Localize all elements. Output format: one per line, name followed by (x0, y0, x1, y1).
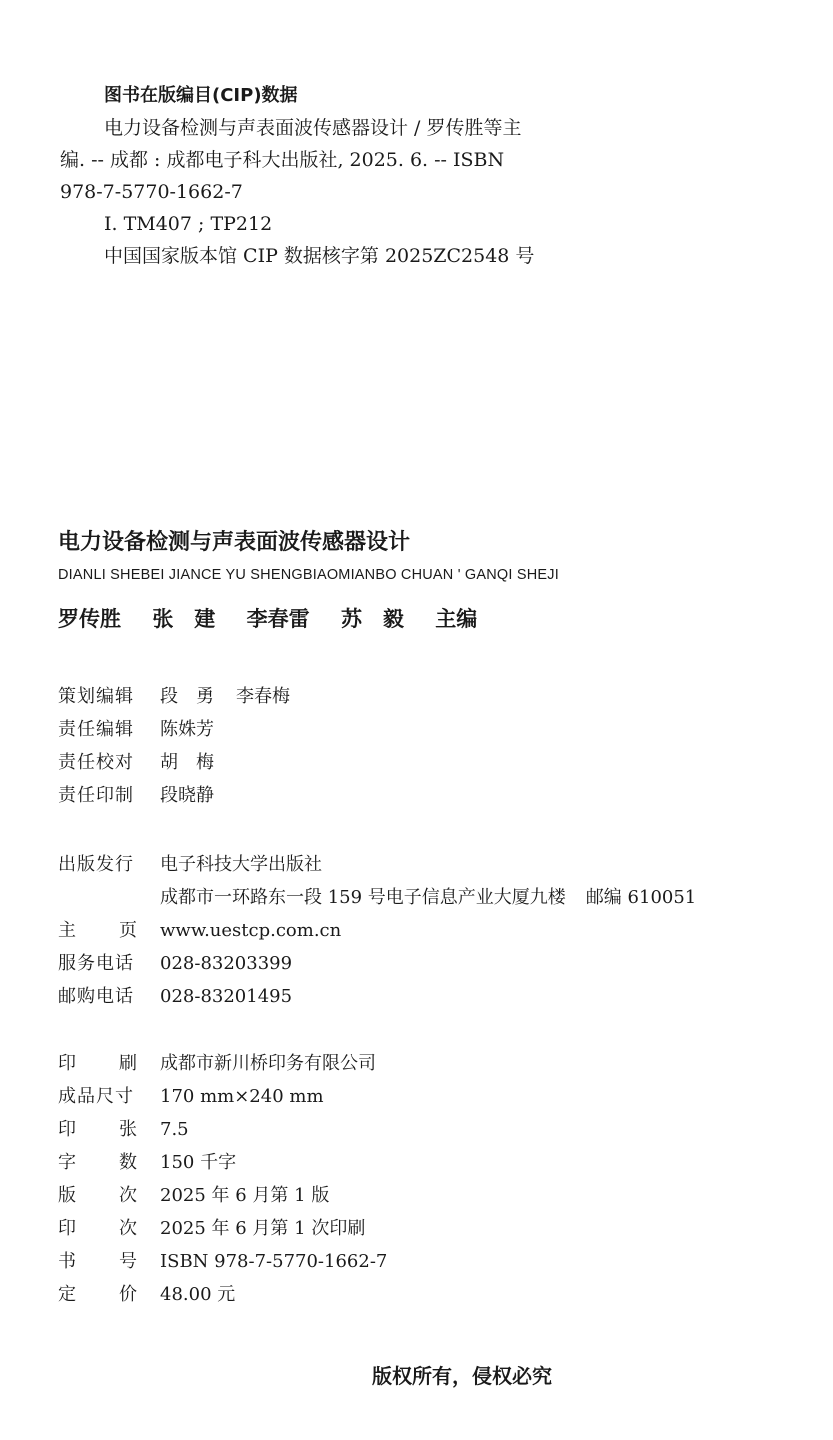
planning-editor-2: 李春梅 (236, 686, 290, 707)
homepage-url: www.uestcp.com.cn (160, 920, 342, 941)
mail-order-phone-label: 邮购电话 (58, 986, 134, 1007)
book-title: 电力设备检测与声表面波传感器设计 (58, 530, 411, 555)
homepage-row (58, 914, 798, 947)
word-count: 150 千字 (160, 1152, 237, 1173)
credit-label: 策划编辑 (58, 686, 134, 707)
printer: 成都市新川桥印务有限公司 (160, 1053, 376, 1074)
isbn: ISBN 978-7-5770-1662-7 (160, 1251, 388, 1272)
planning-editor-1: 段 勇 (160, 686, 214, 707)
spec-label: 成品尺寸 (58, 1086, 134, 1107)
publisher-row (58, 848, 798, 881)
title-block (58, 526, 778, 636)
cip-data-block (60, 80, 620, 272)
edition: 2025 年 6 月第 1 版 (160, 1185, 330, 1206)
spec-label: 印 次 (58, 1218, 138, 1239)
publisher-name: 电子科技大学出版社 (160, 854, 322, 875)
spec-row (58, 1278, 798, 1311)
postal-code: 邮编 610051 (585, 887, 697, 908)
book-title-pinyin: DIANLI SHEBEI JIANCE YU SHENGBIAOMIANBO CHUAN ' GANQI SHEJI (58, 567, 559, 583)
author: 苏 毅 (340, 607, 404, 631)
printing-specs (58, 1047, 798, 1311)
credit-row (58, 680, 798, 713)
credit-label: 责任印制 (58, 785, 134, 806)
printed-sheets: 7.5 (160, 1119, 189, 1140)
price: 48.00 元 (160, 1284, 236, 1305)
service-phone: 028-83203399 (160, 953, 293, 974)
cip-classification: Ⅰ. TM407 ; TP212 (104, 213, 273, 235)
cip-line: 978-7-5770-1662-7 (60, 181, 243, 203)
service-phone-row (58, 947, 798, 980)
spec-row (58, 1080, 798, 1113)
author: 罗传胜 (58, 607, 121, 631)
credit-value: 陈姝芳 (160, 719, 214, 740)
spec-label: 书 号 (58, 1251, 138, 1272)
spec-label: 印 张 (58, 1119, 138, 1140)
publisher-info (58, 848, 798, 1013)
credit-label: 责任编辑 (58, 719, 134, 740)
credit-row (58, 713, 798, 746)
spec-row (58, 1113, 798, 1146)
mail-order-phone-row (58, 980, 798, 1013)
editor-role: 主编 (435, 607, 478, 631)
credit-row (58, 746, 798, 779)
spec-row (58, 1245, 798, 1278)
spec-label: 印 刷 (58, 1053, 138, 1074)
cip-line: 编. -- 成都 : 成都电子科大出版社, 2025. 6. -- ISBN (60, 149, 505, 171)
address-row (58, 881, 798, 914)
credit-value: 段晓静 (160, 785, 214, 806)
authors (58, 602, 778, 636)
spec-row (58, 1179, 798, 1212)
credit-row (58, 779, 798, 812)
spec-row (58, 1047, 798, 1080)
author: 张 建 (152, 607, 216, 631)
spec-label: 版 次 (58, 1185, 138, 1206)
cip-record-number: 中国国家版本馆 CIP 数据核字第 2025ZC2548 号 (104, 245, 535, 267)
homepage-label: 主 页 (58, 920, 138, 941)
credit-value (160, 680, 290, 713)
cip-heading: 图书在版编目(CIP)数据 (104, 85, 298, 106)
spec-label: 定 价 (58, 1284, 138, 1305)
spec-label: 字 数 (58, 1152, 138, 1173)
credit-label: 责任校对 (58, 752, 134, 773)
credit-value: 胡 梅 (160, 752, 214, 773)
service-phone-label: 服务电话 (58, 953, 134, 974)
editor-credits (58, 680, 798, 812)
publisher-address: 成都市一环路东一段 159 号电子信息产业大厦九楼 (160, 887, 566, 908)
trim-size: 170 mm×240 mm (160, 1086, 324, 1107)
spec-row (58, 1146, 798, 1179)
spec-row (58, 1212, 798, 1245)
mail-order-phone: 028-83201495 (160, 986, 293, 1007)
publisher-label: 出版发行 (58, 854, 134, 875)
cip-line: 电力设备检测与声表面波传感器设计 / 罗传胜等主 (104, 117, 522, 139)
printing: 2025 年 6 月第 1 次印刷 (160, 1218, 366, 1239)
copyright-notice: 版权所有，侵权必究 (372, 1364, 552, 1388)
author: 李春雷 (246, 607, 310, 631)
